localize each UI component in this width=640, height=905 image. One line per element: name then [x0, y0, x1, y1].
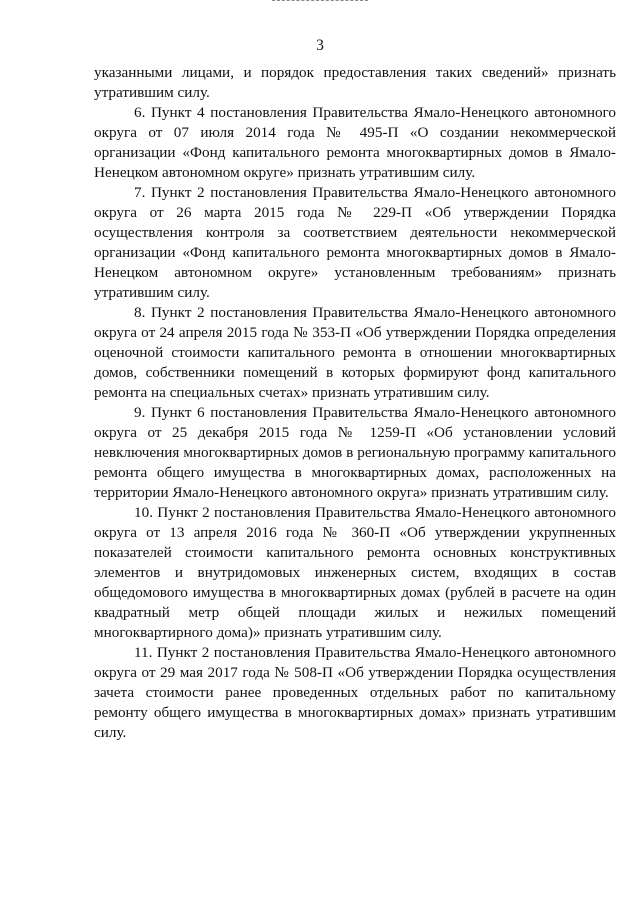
scan-edge-mark — [272, 0, 368, 3]
paragraph-item-9: 9. Пункт 6 постановления Правительства Ямало-Ненецкого автономного округа от 25 декабря 2015 года № 1259-П «Об установлении условий невключения многоквартирных домов в региональную программу капитального ремонта общего имущества в многоквартирных домах, расположенных на территории Ямало-Ненецкого автономного округа» признать утратившим силу. — [94, 404, 616, 501]
paragraph-item-7: 7. Пункт 2 постановления Правительства Ямало-Ненецкого автономного округа от 26 марта 2015 года № 229-П «Об утверждении Порядка осуществления контроля за соответствием деятельности некоммерческой организации «Фонд капитального ремонта многоквартирных домов в Ямало-Ненецком автономном округе» установленным требованиям» признать утратившим силу. — [94, 184, 616, 301]
paragraph-item-11: 11. Пункт 2 постановления Правительства Ямало-Ненецкого автономного округа от 29 мая 2017 года № 508-П «Об утверждении Порядка осуществления зачета стоимости ранее проведенных отдельных работ по капитальному ремонту общего имущества в многоквартирных домах» признать утратившим силу. — [94, 644, 616, 741]
page-number: 3 — [316, 37, 324, 54]
paragraph-item-10: 10. Пункт 2 постановления Правительства Ямало-Ненецкого автономного округа от 13 апреля 2016 года № 360-П «Об утверждении укрупненных показателей стоимости капитального ремонта основных конструктивных элементов и внутридомовых инженерных систем, входящих в состав общедомового имущества в многоквартирных домах (рублей в расчете на один квадратный метр общей площади жилых и нежилых помещений многоквартирного дома)» признать утратившим силу. — [94, 504, 616, 641]
paragraph-item-8: 8. Пункт 2 постановления Правительства Ямало-Ненецкого автономного округа от 24 апреля 2015 года № 353-П «Об утверждении Порядка определения оценочной стоимости капитального ремонта в отношении многоквартирных домов, собственники помещений в которых формируют фонд капитального ремонта на специальных счетах» признать утратившим силу. — [94, 304, 616, 401]
document-body — [94, 63, 616, 743]
paragraph-continuation: указанными лицами, и порядок предоставления таких сведений» признать утратившим силу. — [94, 64, 616, 101]
paragraph-item-6: 6. Пункт 4 постановления Правительства Ямало-Ненецкого автономного округа от 07 июля 2014 года № 495-П «О создании некоммерческой организации «Фонд капитального ремонта многоквартирных домов в Ямало-Ненецком автономном округе» признать утратившим силу. — [94, 104, 616, 181]
